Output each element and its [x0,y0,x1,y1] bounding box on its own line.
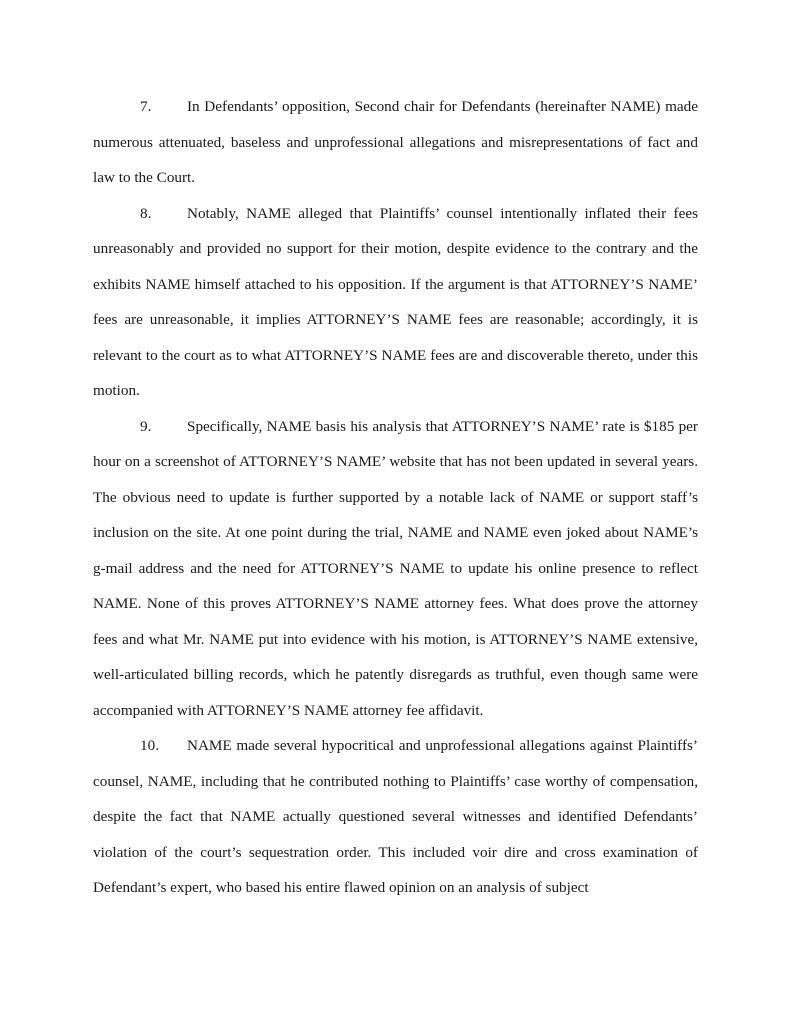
document-page [93,89,698,906]
paragraph-9 [93,409,698,729]
paragraph-number: 7. [140,98,152,115]
paragraph-8 [93,196,698,409]
paragraph-text: In Defendants’ opposition, Second chair for Defendants (hereinafter NAME) made numerous attenuated, baseless and unprofessional allegations and misrepresentations of fact and law to the Court. [93,98,698,186]
paragraph-10 [93,728,698,906]
paragraph-7 [93,89,698,196]
paragraph-number: 9. [140,417,152,435]
paragraph-text: NAME made several hypocritical and unprofessional allegations against Plaintiffs’ counsel, NAME, including that he contributed nothing to Plaintiffs’ case worthy of compensation, despite the fact that NAME actually questioned several witnesses and identified Defendants’ violation of the court’s sequestration order. This included voir dire and cross examination of Defendant’s expert, who based his entire flawed opinion on an analysis of subject [93,737,698,896]
paragraph-number: 10. [140,737,159,754]
paragraph-text: Notably, NAME alleged that Plaintiffs’ counsel intentionally inflated their fees unreasonably and provided no support for their motion, despite evidence to the contrary and the exhibits NAME himself attached to his opposition. If the argument is that ATTORNEY’S NAME’ fees are unreasonable, it implies ATTORNEY’S NAME fees are reasonable; accordingly, it is relevant to the court as to what ATTORNEY’S NAME fees are and discoverable thereto, under this motion. [93,204,698,399]
paragraph-text: Specifically, NAME basis his analysis that ATTORNEY’S NAME’ rate is $185 per hour on a screenshot of ATTORNEY’S NAME’ website that has not been updated in several years. The obvious need to update is further supported by a notable lack of NAME or support staff’s inclusion on the site. At one point during the trial, NAME and NAME even joked about NAME’s g-mail address and the need for ATTORNEY’S NAME to update his online presence to reflect NAME. None of this proves ATTORNEY’S NAME attorney fees. What does prove the attorney fees and what Mr. NAME put into evidence with his motion, is ATTORNEY’S NAME extensive, well-articulated billing records, which he patently disregards as truthful, even though same were accompanied with ATTORNEY’S NAME attorney fee affidavit. [93,417,698,719]
paragraph-number: 8. [140,204,152,222]
